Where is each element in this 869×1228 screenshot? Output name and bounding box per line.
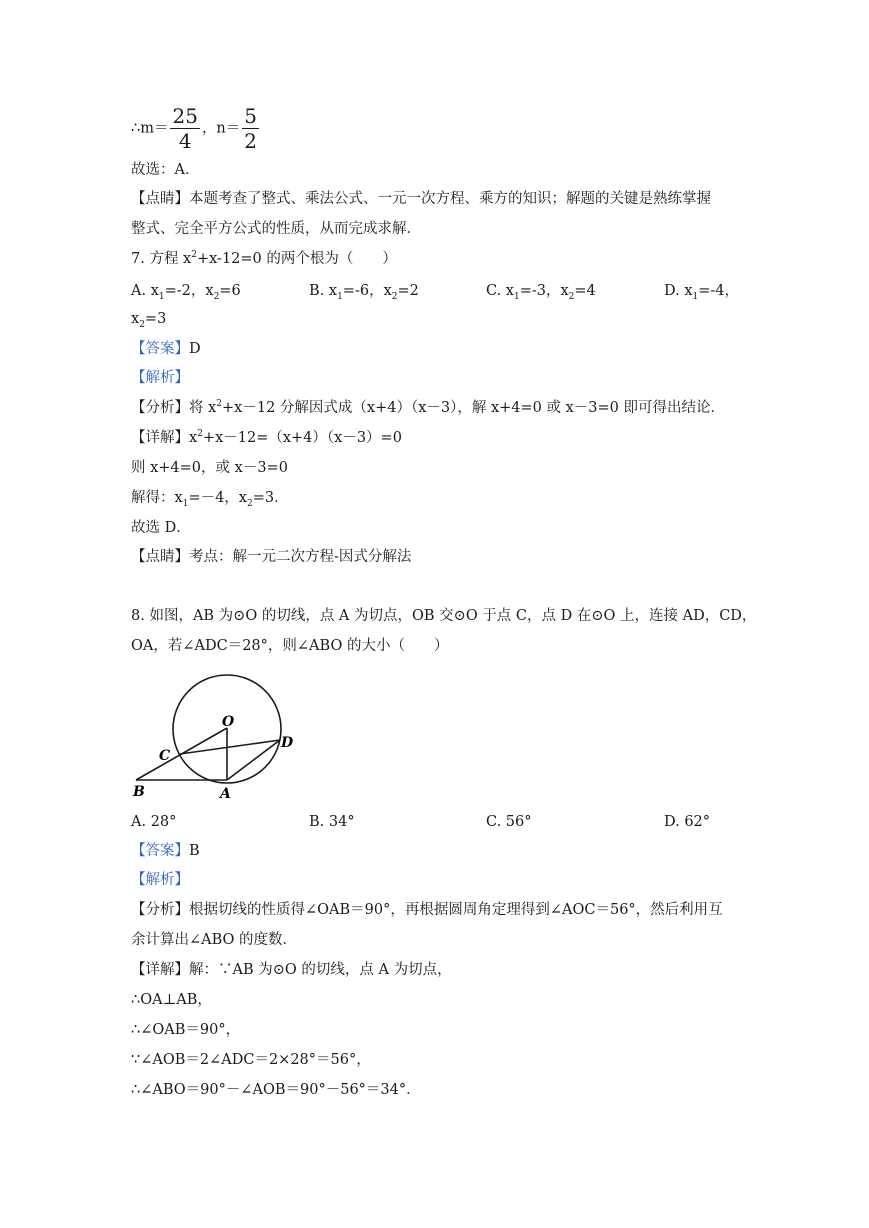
q7-opt-a-t1: A. x	[131, 283, 159, 299]
q7-xiangjie	[131, 428, 402, 448]
q8-step1: ∴OA⊥AB，	[131, 992, 212, 1008]
q7-step2-sub2: 2	[246, 498, 253, 509]
q7-opt-c-sub1: 1	[513, 291, 520, 302]
q7-step2-t3: =3．	[252, 490, 289, 506]
label-a: A	[220, 786, 231, 802]
q8-answer-value: B	[189, 843, 200, 859]
q7-opt-c-t3: =4	[574, 283, 596, 299]
q7-opt-c-sub2: 2	[568, 291, 575, 302]
fraction-m	[170, 104, 199, 153]
comment-text: 本题考查了整式、乘法公式、一元一次方程、乘方的知识；解题的关键是熟练掌握	[189, 191, 711, 207]
q7-option-d-wrap	[131, 309, 166, 329]
label-c: C	[159, 748, 171, 764]
fraction-n-denominator: 2	[244, 129, 258, 153]
q7-step1: 则 x+4=0，或 x－3=0	[131, 460, 288, 476]
q8-fenxi-line2: 余计算出∠ABO 的度数．	[131, 932, 298, 948]
q7-opt-b-t2: =-6，x	[342, 283, 392, 299]
q8-option-b: B. 34°	[309, 814, 355, 830]
q7-step2	[131, 488, 289, 508]
q7-option-a	[131, 281, 241, 301]
label-d: D	[281, 735, 294, 751]
label-b: B	[133, 784, 145, 800]
q7-option-c	[486, 281, 596, 301]
q8-step4: ∴∠ABO＝90°－∠AOB＝90°－56°＝34°．	[131, 1082, 421, 1098]
q7-step2-t1: 解得：x	[131, 490, 183, 506]
q8-geometry-figure	[128, 668, 303, 803]
q7-opt-d-sub1: 1	[692, 291, 699, 302]
q7-stem-sup: 2	[191, 250, 197, 261]
label-o: O	[222, 714, 235, 730]
m-prefix: ∴m＝	[131, 120, 169, 137]
q7-analysis-heading	[131, 368, 189, 388]
q7-opt-a-sub1: 1	[158, 291, 165, 302]
q7-opt-c-t1: C. x	[486, 283, 514, 299]
q7-fenxi-tag: 【分析】	[131, 400, 189, 416]
q7-xiangjie-t1: x	[189, 430, 198, 446]
q7-opt-b-sub1: 1	[337, 291, 343, 302]
comment-tag: 【点睛】	[131, 191, 189, 207]
equation-m-n	[131, 104, 261, 153]
q8-xiangjie	[131, 960, 452, 980]
q7-opt-b-t3: =2	[397, 283, 419, 299]
q7-answer-tag: 【答案】	[131, 341, 189, 357]
q8-analysis-tag: 【解析】	[131, 872, 189, 888]
q7-fenxi-t2: +x－12 分解因式成（x+4）（x－3），解 x+4=0 或 x－3=0 即可得出结论．	[222, 400, 726, 416]
q7-choice: 故选 D．	[131, 520, 191, 536]
q7-analysis-tag: 【解析】	[131, 370, 189, 386]
q7-step2-t2: =－4，x	[188, 490, 247, 506]
q8-xiangjie-tag: 【详解】	[131, 962, 189, 978]
q8-fenxi-tag: 【分析】	[131, 902, 189, 918]
q7-opt-a-t2: =-2，x	[164, 283, 214, 299]
fraction-n-numerator: 5	[244, 104, 258, 128]
q7-answer	[131, 339, 201, 359]
q7-opt-d-wrap-t2: =3	[144, 311, 167, 327]
q7-xiangjie-sup: 2	[197, 429, 203, 440]
q8-answer-tag: 【答案】	[131, 843, 189, 859]
q7-comment-text: 考点：解一元二次方程-因式分解法	[189, 549, 412, 565]
q7-option-b	[309, 281, 419, 301]
q7-comment-tag: 【点睛】	[131, 549, 189, 565]
q8-answer	[131, 841, 200, 861]
q7-fenxi	[131, 398, 725, 418]
q7-xiangjie-tag: 【详解】	[131, 430, 189, 446]
q7-opt-d-t2: =-4，	[698, 283, 740, 299]
q8-xiangjie-text: 解：∵AB 为⊙O 的切线，点 A 为切点，	[189, 962, 452, 978]
q7-fenxi-t1: 将 x	[189, 400, 217, 416]
q7-opt-d-t1: D. x	[664, 283, 693, 299]
q7-answer-value: D	[189, 341, 201, 357]
block1-comment-line1	[131, 189, 711, 209]
fraction-n	[242, 104, 259, 153]
q8-option-a: A. 28°	[131, 814, 177, 830]
q8-option-d: D. 62°	[664, 814, 711, 830]
q8-stem-line2: OA，若∠ADC＝28°，则∠ABO 的大小（ ）	[131, 638, 449, 654]
q7-opt-a-t3: =6	[219, 283, 241, 299]
q8-stem-line1: 8. 如图，AB 为⊙O 的切线，点 A 为切点，OB 交⊙O 于点 C，点 D 在⊙O 上，连接 AD，CD，	[131, 608, 757, 624]
q7-opt-d-wrap-t1: x	[131, 311, 140, 327]
block1-comment-line2: 整式、完全平方公式的性质，从而完成求解．	[131, 221, 421, 237]
q8-step2: ∴∠OAB＝90°，	[131, 1022, 241, 1038]
q7-opt-b-t1: B. x	[309, 283, 338, 299]
q7-xiangjie-t2: +x－12=（x+4）（x－3）=0	[202, 430, 402, 446]
q7-opt-d-wrap-sub: 2	[139, 319, 145, 330]
q7-step2-sub1: 1	[182, 498, 189, 509]
q8-fenxi-text: 根据切线的性质得∠OAB＝90°，再根据圆周角定理得到∠AOC＝56°，然后利用互	[189, 902, 723, 918]
q7-comment	[131, 547, 411, 567]
q7-fenxi-sup: 2	[216, 399, 223, 410]
q7-stem-part1: 7. 方程 x	[131, 251, 192, 267]
fraction-m-numerator: 25	[172, 104, 198, 128]
q8-analysis-heading	[131, 870, 189, 890]
q7-opt-a-sub2: 2	[213, 291, 220, 302]
q7-opt-b-sub2: 2	[391, 291, 398, 302]
q7-stem	[131, 249, 397, 269]
q8-step3: ∵∠AOB＝2∠ADC＝2×28°＝56°，	[131, 1052, 371, 1068]
q7-opt-c-t2: =-3，x	[519, 283, 569, 299]
q7-stem-part2: +x-12=0 的两个根为（ ）	[196, 251, 397, 267]
fraction-m-denominator: 4	[170, 128, 199, 153]
block1-choice: 故选：A．	[131, 162, 200, 178]
q8-option-c: C. 56°	[486, 814, 532, 830]
n-prefix: ，n＝	[201, 120, 241, 137]
q7-option-d	[664, 281, 739, 301]
q8-fenxi-line1	[131, 900, 723, 920]
